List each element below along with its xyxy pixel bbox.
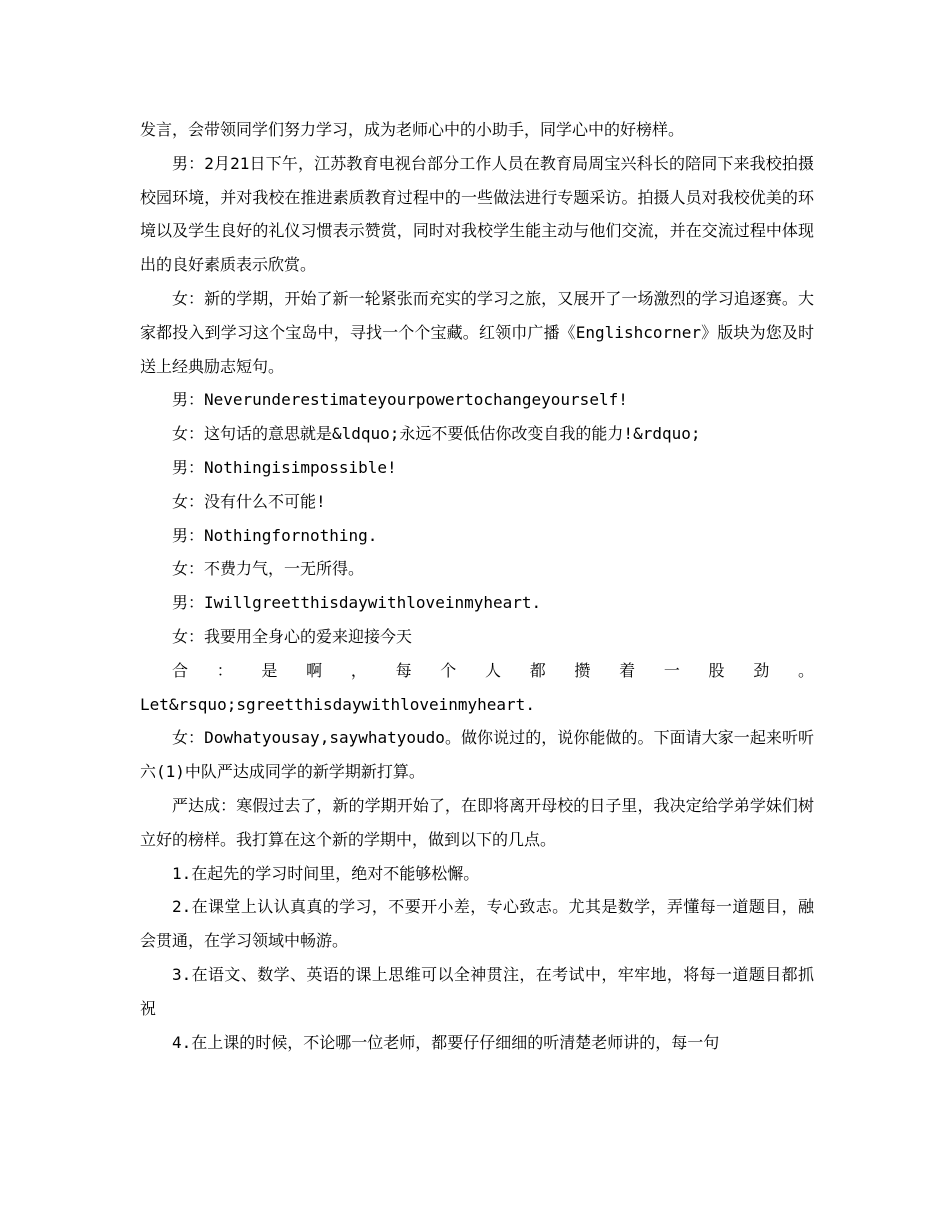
paragraph-spread: 合：是啊，每个人都攒着一股劲。 [172, 660, 814, 680]
paragraph: 严达成：寒假过去了，新的学期开始了，在即将离开母校的日子里，我决定给学弟学妹们树立好的榜样。我打算在这个新的学期中，做到以下的几点。 [140, 795, 814, 849]
paragraph: 4.在上课的时候，不论哪一位老师，都要仔仔细细的听清楚老师讲的，每一句 [172, 1032, 720, 1052]
paragraph: 3.在语文、数学、英语的课上思维可以全神贯注，在考试中，牢牢地，将每一道题目都抓祝 [140, 964, 814, 1018]
paragraph: 男：Iwillgreetthisdaywithloveinmyheart. [172, 593, 542, 613]
paragraph: 男：Neverunderestimateyourpowertochangeyourself! [172, 390, 628, 410]
paragraph: 1.在起先的学习时间里，绝对不能够松懈。 [172, 863, 480, 883]
paragraph: 男：Nothingisimpossible! [172, 457, 397, 477]
paragraph: Let&rsquo;sgreetthisdaywithloveinmyheart. [140, 694, 535, 714]
paragraph: 男：Nothingfornothing. [172, 525, 378, 545]
paragraph: 女：新的学期，开始了新一轮紧张而充实的学习之旅，又展开了一场激烈的学习追逐赛。大家都投入到学习这个宝岛中，寻找一个个宝藏。红领巾广播《Englishcorner》版块为您及时送上经典励志短句。 [140, 288, 814, 376]
paragraph: 发言，会带领同学们努力学习，成为老师心中的小助手，同学心中的好榜样。 [140, 120, 685, 139]
paragraph: 女：Dowhatyousay,saywhatyoudo。做你说过的，说你能做的。下面请大家一起来听听六(1)中队严达成同学的新学期新打算。 [140, 728, 814, 782]
paragraph: 女：没有什么不可能! [172, 491, 326, 511]
paragraph: 男：2月21日下午，江苏教育电视台部分工作人员在教育局周宝兴科长的陪同下来我校拍摄校园环境，并对我校在推进素质教育过程中的一些做法进行专题采访。拍摄人员对我校优美的环境以及学生良好的礼仪习惯表示赞赏，同时对我校学生能主动与他们交流，并在交流过程中体现出的良好素质表示欣赏。 [140, 153, 814, 275]
paragraph: 女：我要用全身心的爱来迎接今天 [172, 626, 413, 646]
paragraph: 女：这句话的意思就是&ldquo;永远不要低估你改变自我的能力!&rdquo; [172, 424, 701, 444]
document-body [140, 113, 814, 1059]
paragraph: 2.在课堂上认认真真的学习，不要开小差，专心致志。尤其是数学，弄懂每一道题目，融会贯通，在学习领域中畅游。 [140, 897, 814, 951]
paragraph: 女：不费力气，一无所得。 [172, 559, 365, 579]
